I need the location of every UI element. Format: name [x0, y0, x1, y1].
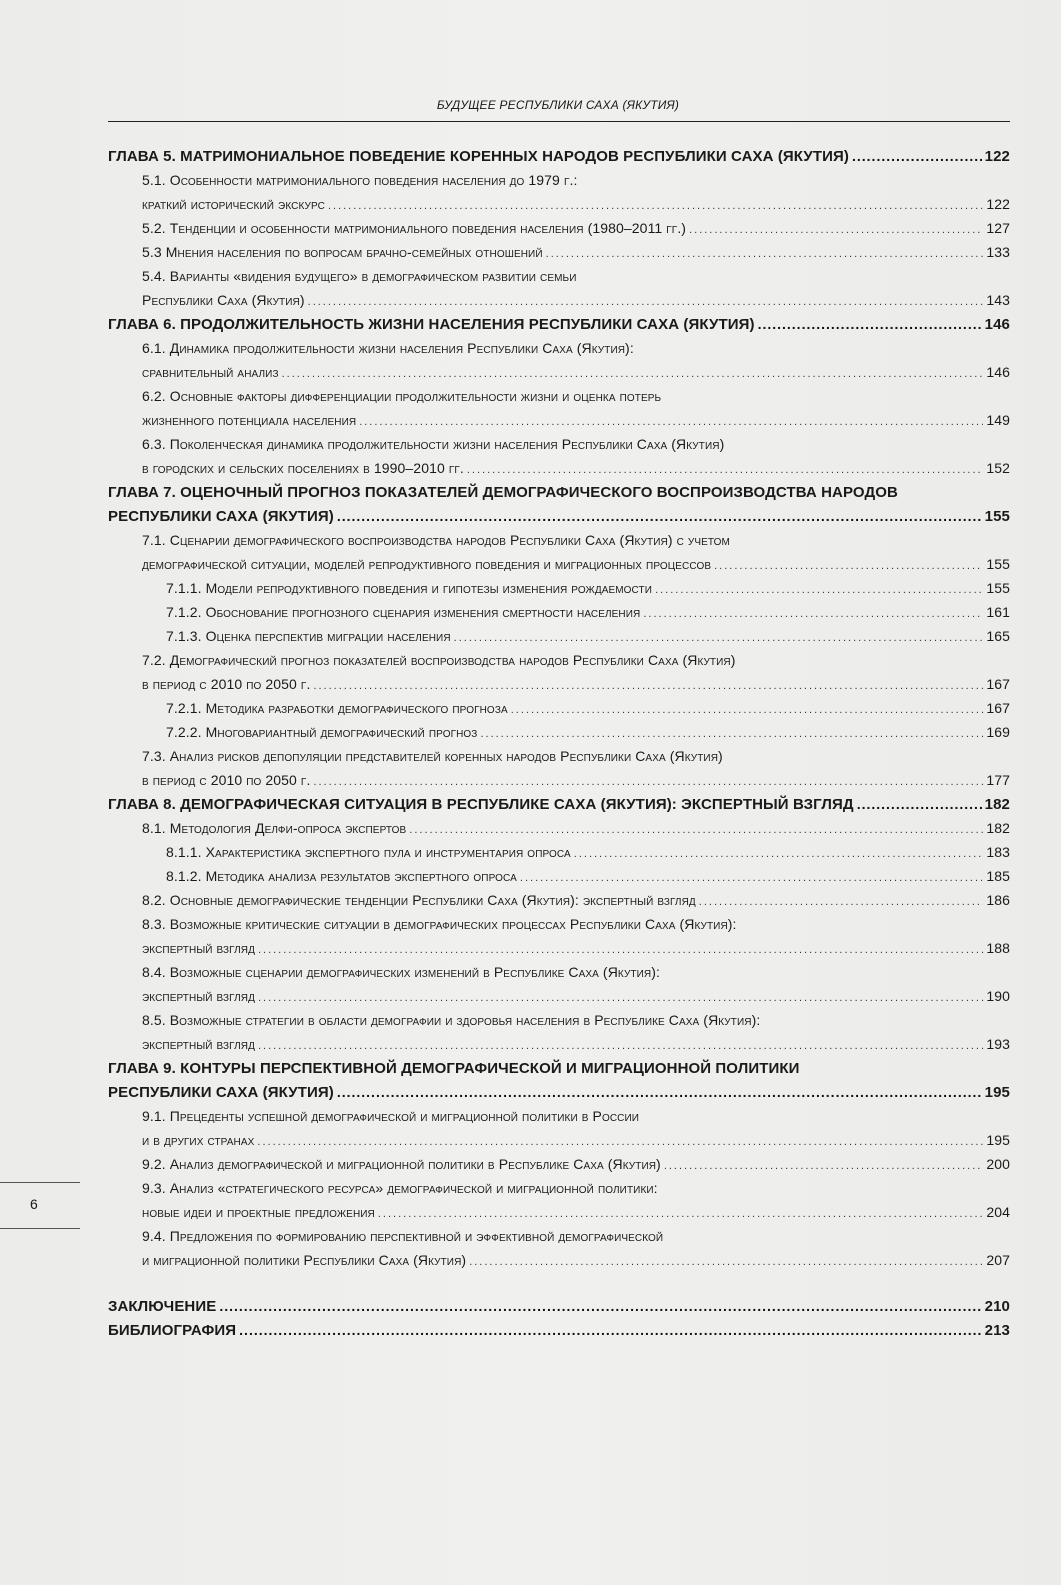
toc-entry-title: демографической ситуации, моделей репродуктивного поведения и миграционных процессов — [142, 556, 712, 572]
toc-entry[interactable] — [108, 1132, 1010, 1156]
toc-entry[interactable] — [108, 820, 1010, 844]
toc-entry[interactable] — [108, 244, 1010, 268]
margin-rule — [0, 1228, 80, 1229]
toc-entry[interactable] — [108, 172, 1010, 196]
toc-leader-dots — [699, 896, 984, 908]
toc-entry-title: РЕСПУБЛИКИ САХА (ЯКУТИЯ) — [108, 1084, 334, 1101]
toc-entry-title: и миграционной политики Республики Саха (Якутия) — [142, 1252, 467, 1268]
running-head: БУДУЩЕЕ РЕСПУБЛИКИ САХА (ЯКУТИЯ) — [436, 98, 680, 112]
toc-entry-title: 9.3. Анализ «стратегического ресурса» демографической и миграционной политики: — [142, 1180, 658, 1196]
toc-entry-title: ЗАКЛЮЧЕНИЕ — [108, 1298, 217, 1315]
toc-entry-title: в городских и сельских поселениях в 1990–2010 гг. — [142, 460, 464, 476]
toc-entry-title: 9.4. Предложения по формированию перспективной и эффективной демографической — [142, 1228, 664, 1244]
toc-leader-dots — [409, 824, 983, 836]
toc-leader-dots — [313, 776, 983, 788]
toc-leader-dots — [655, 584, 983, 596]
toc-entry-title: 8.1. Методология Делфи-опроса экспертов — [142, 820, 407, 836]
toc-leader-dots — [520, 872, 983, 884]
toc-page-number: 155 — [986, 580, 1010, 596]
toc-entry[interactable] — [108, 1156, 1010, 1180]
toc-page-number: 165 — [986, 628, 1010, 644]
toc-page-number: 183 — [986, 844, 1010, 860]
header-rule — [108, 121, 1010, 122]
toc-entry[interactable] — [108, 268, 1010, 292]
toc-leader-dots — [467, 464, 983, 476]
toc-entry[interactable] — [108, 460, 1010, 484]
toc-entry-title: Республики Саха (Якутия) — [142, 292, 305, 308]
toc-page-number: 146 — [984, 316, 1010, 333]
toc-entry-title: 8.5. Возможные стратегии в области демографии и здоровья населения в Республике Саха (Якутия): — [142, 1012, 761, 1028]
toc-entry-title: 7.1.2. Обоснование прогнозного сценария изменения смертности населения — [166, 604, 641, 620]
toc-entry[interactable] — [108, 868, 1010, 892]
toc-entry-title: в период с 2010 по 2050 г. — [142, 772, 311, 788]
toc-leader-dots — [258, 944, 983, 956]
toc-entry-title: экспертный взгляд — [142, 940, 255, 956]
toc-entry[interactable] — [108, 772, 1010, 796]
toc-page-number: 177 — [986, 772, 1010, 788]
toc-entry[interactable] — [108, 676, 1010, 700]
toc-leader-dots — [337, 1084, 982, 1100]
toc-leader-dots — [857, 796, 982, 812]
toc-entry-title: 5.4. Варианты «видения будущего» в демографическом развитии семьи — [142, 268, 577, 284]
toc-page-number: 210 — [984, 1298, 1010, 1315]
toc-entry-title: 7.2.1. Методика разработки демографического прогноза — [166, 700, 508, 716]
toc-entry-title: и в других странах — [142, 1132, 255, 1148]
toc-entry[interactable] — [108, 916, 1010, 940]
toc-entry-title: сравнительный анализ — [142, 364, 279, 380]
toc-entry[interactable] — [108, 940, 1010, 964]
toc-page-number: 186 — [986, 892, 1010, 908]
toc-entry[interactable] — [108, 628, 1010, 652]
toc-leader-dots — [546, 248, 984, 260]
toc-leader-dots — [337, 508, 982, 524]
toc-entry[interactable] — [108, 292, 1010, 316]
toc-page-number: 200 — [986, 1156, 1010, 1172]
toc-chapter-entry[interactable] — [108, 484, 1010, 508]
toc-entry-title: 5.2. Тенденции и особенности матримониального поведения населения (1980–2011 гг.) — [142, 220, 687, 236]
toc-page-number: 167 — [986, 700, 1010, 716]
toc-chapter-entry[interactable] — [108, 1322, 1010, 1346]
toc-leader-dots — [758, 316, 982, 332]
toc-entry[interactable] — [108, 652, 1010, 676]
toc-entry-title: ГЛАВА 9. КОНТУРЫ ПЕРСПЕКТИВНОЙ ДЕМОГРАФИЧЕСКОЙ И МИГРАЦИОННОЙ ПОЛИТИКИ — [108, 1060, 800, 1077]
toc-leader-dots — [328, 200, 983, 212]
toc-entry-title: ГЛАВА 5. МАТРИМОНИАЛЬНОЕ ПОВЕДЕНИЕ КОРЕННЫХ НАРОДОВ РЕСПУБЛИКИ САХА (ЯКУТИЯ) — [108, 148, 849, 165]
toc-entry-title: 8.1.2. Методика анализа результатов экспертного опроса — [166, 868, 517, 884]
toc-entry-title: 8.2. Основные демографические тенденции Республики Саха (Якутия): экспертный взгляд — [142, 892, 696, 908]
toc-page-number: 122 — [984, 148, 1010, 165]
toc-chapter-entry[interactable] — [108, 1298, 1010, 1322]
toc-leader-dots — [574, 848, 984, 860]
toc-entry-title: краткий исторический экскурс — [142, 196, 325, 212]
toc-page-number: 195 — [986, 1132, 1010, 1148]
toc-entry-title: 7.1.3. Оценка перспектив миграции населения — [166, 628, 451, 644]
toc-page-number: 167 — [986, 676, 1010, 692]
toc-gap — [108, 1276, 1010, 1298]
toc-leader-dots — [643, 608, 983, 620]
toc-entry-title: экспертный взгляд — [142, 1036, 255, 1052]
toc-entry-title: 7.2.2. Многовариантный демографический прогноз — [166, 724, 478, 740]
toc-page-number: 133 — [986, 244, 1010, 260]
toc-entry[interactable] — [108, 892, 1010, 916]
toc-entry[interactable] — [108, 388, 1010, 412]
toc-page-number: 155 — [986, 556, 1010, 572]
toc-entry-title: 8.3. Возможные критические ситуации в демографических процессах Республики Саха (Якутия): — [142, 916, 737, 932]
toc-entry-title: ГЛАВА 7. ОЦЕНОЧНЫЙ ПРОГНОЗ ПОКАЗАТЕЛЕЙ ДЕМОГРАФИЧЕСКОГО ВОСПРОИЗВОДСТВА НАРОДОВ — [108, 484, 898, 501]
toc-entry[interactable] — [108, 724, 1010, 748]
toc-leader-dots — [852, 148, 982, 164]
toc-entry[interactable] — [108, 580, 1010, 604]
toc-entry-title: 7.1.1. Модели репродуктивного поведения и гипотезы изменения рождаемости — [166, 580, 653, 596]
toc-entry[interactable] — [108, 340, 1010, 364]
toc-entry[interactable] — [108, 604, 1010, 628]
toc-page-number: 146 — [986, 364, 1010, 380]
toc-leader-dots — [239, 1322, 982, 1338]
toc-page-number: 182 — [986, 820, 1010, 836]
toc-leader-dots — [469, 1256, 983, 1268]
toc-entry-title: 5.1. Особенности матримониального поведения населения до 1979 г.: — [142, 172, 578, 188]
toc-chapter-entry[interactable] — [108, 1060, 1010, 1084]
toc-page-number: 188 — [986, 940, 1010, 956]
toc-entry[interactable] — [108, 1108, 1010, 1132]
toc-entry-title: 7.1. Сценарии демографического воспроизводства народов Республики Саха (Якутия) с учетом — [142, 532, 730, 548]
toc-page-number: 207 — [986, 1252, 1010, 1268]
toc-leader-dots — [219, 1298, 981, 1314]
toc-leader-dots — [313, 680, 983, 692]
toc-entry[interactable] — [108, 220, 1010, 244]
toc-page-number: 152 — [986, 460, 1010, 476]
toc-entry-title: экспертный взгляд — [142, 988, 255, 1004]
toc-page-number: 169 — [986, 724, 1010, 740]
toc-chapter-entry[interactable] — [108, 316, 1010, 340]
toc-page-number: 122 — [986, 196, 1010, 212]
toc-entry-title: 8.1.1. Характеристика экспертного пула и инструментария опроса — [166, 844, 571, 860]
toc-leader-dots — [378, 1208, 983, 1220]
toc-entry-title: новые идеи и проектные предложения — [142, 1204, 375, 1220]
table-of-contents — [108, 148, 1010, 1346]
toc-entry-title: 5.3 Мнения населения по вопросам брачно-семейных отношений — [142, 244, 543, 260]
toc-leader-dots — [282, 368, 984, 380]
toc-entry-title: 6.1. Динамика продолжительности жизни населения Республики Саха (Якутия): — [142, 340, 634, 356]
toc-chapter-entry[interactable] — [108, 1084, 1010, 1108]
toc-page-number: 185 — [986, 868, 1010, 884]
toc-entry[interactable] — [108, 1036, 1010, 1060]
toc-entry[interactable] — [108, 532, 1010, 556]
toc-entry-title: ГЛАВА 8. ДЕМОГРАФИЧЕСКАЯ СИТУАЦИЯ В РЕСПУБЛИКЕ САХА (ЯКУТИЯ): ЭКСПЕРТНЫЙ ВЗГЛЯД — [108, 796, 854, 813]
toc-entry-title: 7.3. Анализ рисков депопуляции представителей коренных народов Республики Саха (Якутия) — [142, 748, 723, 764]
toc-page-number: 155 — [984, 508, 1010, 525]
toc-entry-title: 9.2. Анализ демографической и миграционной политики в Республике Саха (Якутия) — [142, 1156, 661, 1172]
toc-leader-dots — [454, 632, 984, 644]
toc-entry[interactable] — [108, 436, 1010, 460]
toc-entry[interactable] — [108, 988, 1010, 1012]
toc-chapter-entry[interactable] — [108, 508, 1010, 532]
toc-leader-dots — [714, 560, 983, 572]
toc-leader-dots — [359, 416, 983, 428]
toc-entry[interactable] — [108, 364, 1010, 388]
toc-entry-title: 6.2. Основные факторы дифференциации продолжительности жизни и оценка потерь — [142, 388, 662, 404]
toc-entry[interactable] — [108, 1204, 1010, 1228]
toc-entry-title: 8.4. Возможные сценарии демографических изменений в Республике Саха (Якутия): — [142, 964, 660, 980]
toc-entry[interactable] — [108, 748, 1010, 772]
page-number: 6 — [30, 1196, 38, 1212]
margin-rule — [0, 1182, 80, 1183]
toc-page-number: 193 — [986, 1036, 1010, 1052]
toc-leader-dots — [308, 296, 984, 308]
toc-entry-title: 7.2. Демографический прогноз показателей воспроизводства народов Республики Саха (Якутия) — [142, 652, 736, 668]
toc-entry[interactable] — [108, 844, 1010, 868]
toc-page-number: 204 — [986, 1204, 1010, 1220]
toc-page-number: 161 — [986, 604, 1010, 620]
toc-leader-dots — [664, 1160, 984, 1172]
toc-entry[interactable] — [108, 964, 1010, 988]
toc-leader-dots — [257, 1136, 983, 1148]
toc-page-number: 149 — [986, 412, 1010, 428]
toc-leader-dots — [689, 224, 983, 236]
toc-page-number: 213 — [984, 1322, 1010, 1339]
toc-entry-title: БИБЛИОГРАФИЯ — [108, 1322, 237, 1339]
toc-entry[interactable] — [108, 412, 1010, 436]
toc-leader-dots — [258, 1040, 983, 1052]
toc-entry-title: в период с 2010 по 2050 г. — [142, 676, 311, 692]
toc-entry[interactable] — [108, 1012, 1010, 1036]
toc-page-number: 195 — [984, 1084, 1010, 1101]
toc-entry[interactable] — [108, 700, 1010, 724]
toc-entry[interactable] — [108, 556, 1010, 580]
toc-page-number: 190 — [986, 988, 1010, 1004]
toc-entry-title: 9.1. Прецеденты успешной демографической и миграционной политики в России — [142, 1108, 640, 1124]
toc-chapter-entry[interactable] — [108, 148, 1010, 172]
toc-leader-dots — [511, 704, 984, 716]
toc-entry-title: жизненного потенциала населения — [142, 412, 357, 428]
toc-entry-title: РЕСПУБЛИКИ САХА (ЯКУТИЯ) — [108, 508, 334, 525]
toc-entry[interactable] — [108, 1180, 1010, 1204]
toc-entry-title: 6.3. Поколенческая динамика продолжительности жизни населения Республики Саха (Якутия) — [142, 436, 725, 452]
toc-entry[interactable] — [108, 1252, 1010, 1276]
toc-page-number: 127 — [986, 220, 1010, 236]
toc-page-number: 182 — [984, 796, 1010, 813]
toc-entry-title: ГЛАВА 6. ПРОДОЛЖИТЕЛЬНОСТЬ ЖИЗНИ НАСЕЛЕНИЯ РЕСПУБЛИКИ САХА (ЯКУТИЯ) — [108, 316, 755, 333]
toc-page-number: 143 — [986, 292, 1010, 308]
toc-leader-dots — [258, 992, 983, 1004]
toc-leader-dots — [480, 728, 983, 740]
toc-entry[interactable] — [108, 196, 1010, 220]
toc-chapter-entry[interactable] — [108, 796, 1010, 820]
toc-entry[interactable] — [108, 1228, 1010, 1252]
